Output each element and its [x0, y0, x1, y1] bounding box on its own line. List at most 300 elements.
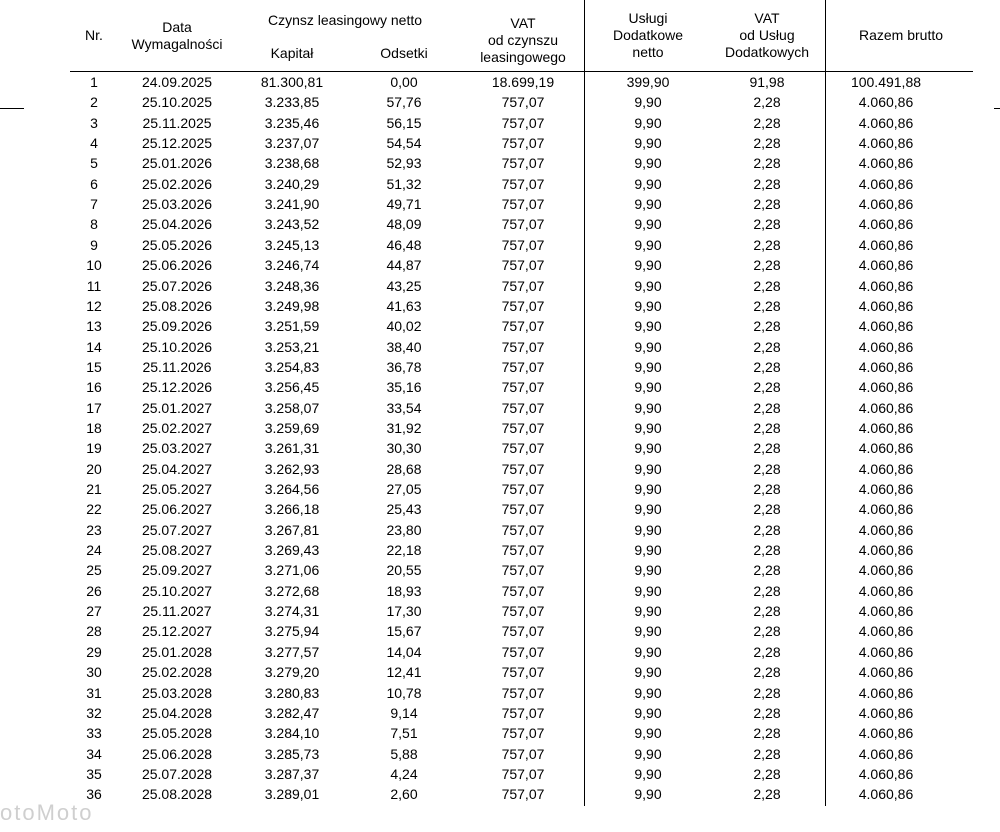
cell-vat-uslug: 2,28 [753, 542, 781, 559]
cell-odsetki: 2,60 [390, 786, 418, 803]
header-vat-line3: leasingowego [480, 49, 566, 65]
cell-uslugi: 9,90 [634, 440, 662, 457]
cell-uslugi: 9,90 [634, 745, 662, 762]
cell-nr: 14 [86, 338, 102, 355]
cell-vat: 757,07 [501, 765, 545, 782]
cell-uslugi: 9,90 [634, 704, 662, 721]
cell-vat: 757,07 [501, 257, 545, 274]
cell-odsetki: 4,24 [390, 765, 418, 782]
cell-vat-uslug: 2,28 [753, 786, 781, 803]
cell-date: 25.07.2026 [141, 277, 213, 294]
cell-vat: 757,07 [501, 399, 545, 416]
cell-nr: 22 [86, 501, 102, 518]
cell-vat-uslug: 2,28 [753, 521, 781, 538]
cell-nr: 30 [86, 664, 102, 681]
cell-nr: 15 [86, 358, 102, 375]
cell-nr: 9 [90, 236, 98, 253]
cell-vat: 757,07 [501, 175, 545, 192]
cell-razem: 4.060,86 [858, 440, 914, 457]
cell-nr: 32 [86, 704, 102, 721]
cell-nr: 36 [86, 786, 102, 803]
cell-date: 25.12.2027 [141, 623, 213, 640]
cell-kapital: 3.261,31 [264, 440, 320, 457]
cell-nr: 2 [90, 94, 98, 111]
cell-uslugi: 9,90 [634, 786, 662, 803]
cell-nr: 12 [86, 297, 102, 314]
cell-vat-uslug: 2,28 [753, 379, 781, 396]
cell-vat: 757,07 [501, 379, 545, 396]
cell-vat-uslug: 2,28 [753, 94, 781, 111]
cell-uslugi: 9,90 [634, 236, 662, 253]
cell-uslugi: 9,90 [634, 379, 662, 396]
header-data [120, 19, 234, 53]
cell-razem: 4.060,86 [858, 114, 914, 131]
cell-date: 25.10.2025 [141, 94, 213, 111]
table-row [0, 377, 1000, 397]
cell-odsetki: 10,78 [386, 684, 422, 701]
cell-uslugi: 9,90 [634, 603, 662, 620]
table-row [0, 72, 1000, 92]
cell-kapital: 3.289,01 [264, 786, 320, 803]
cell-date: 25.02.2027 [141, 419, 213, 436]
header-uslugi-line1: Usługi [628, 10, 668, 26]
cell-vat-uslug: 2,28 [753, 277, 781, 294]
cell-nr: 33 [86, 725, 102, 742]
cell-kapital: 3.282,47 [264, 704, 320, 721]
cell-nr: 4 [90, 135, 98, 152]
cell-odsetki: 25,43 [386, 501, 422, 518]
cell-vat: 757,07 [501, 94, 545, 111]
cell-nr: 20 [86, 460, 102, 477]
header-vat-line1: VAT [510, 15, 536, 31]
cell-vat-uslug: 2,28 [753, 745, 781, 762]
cell-vat-uslug: 2,28 [753, 155, 781, 172]
cell-odsetki: 31,92 [386, 419, 422, 436]
cell-date: 25.11.2026 [142, 358, 212, 375]
cell-razem: 4.060,86 [858, 745, 914, 762]
cell-nr: 3 [90, 114, 98, 131]
table-row [0, 316, 1000, 336]
cell-razem: 4.060,86 [858, 175, 914, 192]
cell-vat-uslug: 2,28 [753, 135, 781, 152]
table-row [0, 540, 1000, 560]
cell-kapital: 3.240,29 [264, 175, 320, 192]
cell-vat-uslug: 2,28 [753, 358, 781, 375]
cell-vat: 757,07 [501, 216, 545, 233]
cell-odsetki: 14,04 [386, 643, 422, 660]
cell-razem: 4.060,86 [858, 155, 914, 172]
cell-vat: 757,07 [501, 460, 545, 477]
cell-razem: 4.060,86 [858, 196, 914, 213]
cell-razem: 4.060,86 [858, 765, 914, 782]
cell-uslugi: 9,90 [634, 175, 662, 192]
cell-razem: 4.060,86 [858, 236, 914, 253]
cell-vat: 757,07 [501, 236, 545, 253]
cell-uslugi: 9,90 [634, 94, 662, 111]
cell-razem: 4.060,86 [858, 623, 914, 640]
cell-odsetki: 33,54 [386, 399, 422, 416]
cell-nr: 17 [86, 399, 102, 416]
cell-razem: 4.060,86 [858, 704, 914, 721]
cell-uslugi: 9,90 [634, 155, 662, 172]
table-row [0, 560, 1000, 580]
cell-odsetki: 12,41 [386, 664, 422, 681]
cell-razem: 4.060,86 [858, 94, 914, 111]
cell-nr: 31 [86, 684, 102, 701]
cell-date: 25.06.2027 [141, 501, 213, 518]
cell-vat: 757,07 [501, 725, 545, 742]
cell-odsetki: 40,02 [386, 318, 422, 335]
table-row [0, 723, 1000, 743]
cell-uslugi: 399,90 [626, 74, 670, 90]
cell-vat: 757,07 [501, 643, 545, 660]
cell-odsetki: 7,51 [390, 725, 418, 742]
cell-nr: 10 [86, 257, 102, 274]
cell-odsetki: 46,48 [386, 236, 422, 253]
cell-nr: 34 [86, 745, 102, 762]
cell-odsetki: 22,18 [386, 542, 422, 559]
cell-nr: 13 [86, 318, 102, 335]
cell-nr: 11 [86, 277, 102, 294]
cell-nr: 21 [86, 481, 102, 497]
cell-kapital: 3.279,20 [264, 664, 320, 681]
header-czynsz: Czynsz leasingowy netto [267, 12, 423, 28]
cell-vat-uslug: 2,28 [753, 684, 781, 701]
cell-vat-uslug: 91,98 [749, 74, 785, 90]
cell-nr: 23 [86, 521, 102, 538]
cell-vat-uslug: 2,28 [753, 419, 781, 436]
cell-vat: 757,07 [501, 318, 545, 335]
cell-vat: 18.699,19 [491, 74, 555, 90]
header-data-line2: Wymagalności [131, 36, 223, 52]
cell-odsetki: 15,67 [386, 623, 422, 640]
cell-nr: 19 [86, 440, 102, 457]
cell-kapital: 3.266,18 [264, 501, 320, 518]
cell-odsetki: 36,78 [386, 358, 422, 375]
cell-vat: 757,07 [501, 419, 545, 436]
cell-date: 24.09.2025 [141, 74, 213, 90]
cell-odsetki: 49,71 [386, 196, 422, 213]
cell-odsetki: 9,14 [390, 704, 418, 721]
cell-kapital: 3.284,10 [264, 725, 320, 742]
cell-odsetki: 41,63 [386, 297, 422, 314]
cell-kapital: 3.235,46 [264, 114, 320, 131]
cell-odsetki: 5,88 [390, 745, 418, 762]
cell-date: 25.03.2028 [141, 684, 213, 701]
cell-date: 25.07.2028 [141, 765, 213, 782]
cell-nr: 18 [86, 419, 102, 436]
cell-razem: 4.060,86 [858, 542, 914, 559]
cell-vat-uslug: 2,28 [753, 440, 781, 457]
cell-kapital: 3.251,59 [264, 318, 320, 335]
cell-odsetki: 52,93 [386, 155, 422, 172]
cell-vat-uslug: 2,28 [753, 196, 781, 213]
cell-uslugi: 9,90 [634, 318, 662, 335]
table-row [0, 235, 1000, 255]
header-odsetki: Odsetki [380, 45, 428, 61]
table-row [0, 703, 1000, 723]
cell-kapital: 3.237,07 [264, 135, 320, 152]
cell-vat-uslug: 2,28 [753, 460, 781, 477]
cell-razem: 4.060,86 [858, 419, 914, 436]
cell-vat-uslug: 2,28 [753, 236, 781, 253]
cell-kapital: 81.300,81 [260, 74, 324, 90]
cell-nr: 35 [86, 765, 102, 782]
table-row [0, 784, 1000, 804]
cell-date: 25.09.2027 [141, 562, 213, 579]
cell-date: 25.06.2026 [141, 257, 213, 274]
table-row [0, 133, 1000, 153]
table-row [0, 499, 1000, 519]
header-vatu-line2: od Usług [739, 27, 795, 43]
cell-nr: 1 [90, 74, 98, 90]
cell-uslugi: 9,90 [634, 338, 662, 355]
cell-nr: 28 [86, 623, 102, 640]
table-row [0, 174, 1000, 194]
cell-vat-uslug: 2,28 [753, 114, 781, 131]
cell-date: 25.01.2026 [141, 155, 213, 172]
cell-vat-uslug: 2,28 [753, 704, 781, 721]
cell-vat-uslug: 2,28 [753, 481, 781, 497]
cell-kapital: 3.262,93 [264, 460, 320, 477]
cell-odsetki: 35,16 [386, 379, 422, 396]
cell-vat-uslug: 2,28 [753, 643, 781, 660]
table-row [0, 764, 1000, 784]
cell-date: 25.03.2027 [141, 440, 213, 457]
cell-kapital: 3.246,74 [264, 257, 320, 274]
cell-date: 25.11.2027 [142, 603, 212, 620]
cell-kapital: 3.264,56 [264, 481, 320, 497]
cell-kapital: 3.238,68 [264, 155, 320, 172]
table-row [0, 642, 1000, 662]
cell-kapital: 3.258,07 [264, 399, 320, 416]
cell-vat-uslug: 2,28 [753, 562, 781, 579]
cell-nr: 24 [86, 542, 102, 559]
cell-nr: 26 [86, 582, 102, 599]
cell-kapital: 3.259,69 [264, 419, 320, 436]
cell-uslugi: 9,90 [634, 114, 662, 131]
cell-vat: 757,07 [501, 704, 545, 721]
table-row [0, 398, 1000, 418]
cell-vat-uslug: 2,28 [753, 725, 781, 742]
cell-vat-uslug: 2,28 [753, 216, 781, 233]
cell-uslugi: 9,90 [634, 399, 662, 416]
header-vatu-line1: VAT [754, 10, 780, 26]
cell-odsetki: 23,80 [386, 521, 422, 538]
watermark-text: otoMoto [0, 800, 94, 825]
cell-date: 25.04.2027 [141, 460, 213, 477]
cell-razem: 4.060,86 [858, 521, 914, 538]
cell-razem: 4.060,86 [858, 358, 914, 375]
cell-odsetki: 18,93 [386, 582, 422, 599]
cell-vat: 757,07 [501, 135, 545, 152]
cell-vat-uslug: 2,28 [753, 582, 781, 599]
cell-odsetki: 54,54 [386, 135, 422, 152]
cell-kapital: 3.274,31 [264, 603, 320, 620]
cell-vat: 757,07 [501, 745, 545, 762]
cell-date: 25.05.2026 [141, 236, 213, 253]
cell-uslugi: 9,90 [634, 582, 662, 599]
cell-odsetki: 44,87 [386, 257, 422, 274]
cell-nr: 16 [86, 379, 102, 396]
table-row [0, 621, 1000, 641]
header-vatu-line3: Dodatkowych [724, 44, 810, 60]
cell-kapital: 3.287,37 [264, 765, 320, 782]
cell-kapital: 3.277,57 [264, 643, 320, 660]
cell-razem: 4.060,86 [858, 481, 914, 497]
table-row [0, 92, 1000, 112]
cell-vat: 757,07 [501, 155, 545, 172]
cell-kapital: 3.249,98 [264, 297, 320, 314]
cell-date: 25.01.2028 [141, 643, 213, 660]
cell-kapital: 3.271,06 [264, 562, 320, 579]
cell-odsetki: 43,25 [386, 277, 422, 294]
cell-nr: 29 [86, 643, 102, 660]
table-row [0, 683, 1000, 703]
cell-odsetki: 17,30 [386, 603, 422, 620]
cell-kapital: 3.256,45 [264, 379, 320, 396]
cell-date: 25.01.2027 [141, 399, 213, 416]
cell-date: 25.10.2027 [141, 582, 213, 599]
cell-date: 25.12.2026 [141, 379, 213, 396]
cell-vat: 757,07 [501, 481, 545, 497]
table-row [0, 744, 1000, 764]
cell-nr: 7 [90, 196, 98, 213]
table-row [0, 276, 1000, 296]
header-kapital: Kapitał [270, 45, 314, 61]
cell-vat-uslug: 2,28 [753, 501, 781, 518]
cell-vat: 757,07 [501, 196, 545, 213]
table-row [0, 479, 1000, 499]
table-row [0, 520, 1000, 540]
cell-date: 25.04.2026 [141, 216, 213, 233]
cell-uslugi: 9,90 [634, 542, 662, 559]
cell-razem: 4.060,86 [858, 297, 914, 314]
cell-kapital: 3.243,52 [264, 216, 320, 233]
table-row [0, 337, 1000, 357]
table-row [0, 255, 1000, 275]
cell-razem: 4.060,86 [858, 399, 914, 416]
cell-razem: 100.491,88 [850, 74, 922, 90]
cell-razem: 4.060,86 [858, 664, 914, 681]
cell-date: 25.08.2027 [141, 542, 213, 559]
cell-vat: 757,07 [501, 786, 545, 803]
cell-vat: 757,07 [501, 297, 545, 314]
cell-uslugi: 9,90 [634, 725, 662, 742]
cell-vat-uslug: 2,28 [753, 297, 781, 314]
cell-kapital: 3.241,90 [264, 196, 320, 213]
cell-odsetki: 30,30 [386, 440, 422, 457]
cell-date: 25.02.2028 [141, 664, 213, 681]
cell-uslugi: 9,90 [634, 216, 662, 233]
cell-date: 25.12.2025 [141, 135, 213, 152]
cell-vat-uslug: 2,28 [753, 765, 781, 782]
table-row [0, 601, 1000, 621]
cell-date: 25.11.2025 [142, 114, 212, 131]
header-uslugi-line3: netto [632, 44, 664, 60]
cell-vat: 757,07 [501, 542, 545, 559]
cell-nr: 5 [90, 155, 98, 172]
cell-date: 25.10.2026 [141, 338, 213, 355]
cell-vat: 757,07 [501, 562, 545, 579]
header-uslugi [600, 10, 696, 61]
cell-razem: 4.060,86 [858, 135, 914, 152]
cell-uslugi: 9,90 [634, 684, 662, 701]
cell-kapital: 3.253,21 [264, 338, 320, 355]
cell-uslugi: 9,90 [634, 481, 662, 497]
cell-razem: 4.060,86 [858, 725, 914, 742]
cell-date: 25.02.2026 [141, 175, 213, 192]
header-vat-uslug [717, 10, 817, 61]
cell-date: 25.07.2027 [141, 521, 213, 538]
cell-uslugi: 9,90 [634, 257, 662, 274]
cell-vat: 757,07 [501, 277, 545, 294]
cell-vat: 757,07 [501, 440, 545, 457]
cell-date: 25.03.2026 [141, 196, 213, 213]
cell-vat: 757,07 [501, 664, 545, 681]
cell-vat: 757,07 [501, 582, 545, 599]
cell-uslugi: 9,90 [634, 765, 662, 782]
cell-vat-uslug: 2,28 [753, 399, 781, 416]
cell-vat: 757,07 [501, 684, 545, 701]
cell-odsetki: 20,55 [386, 562, 422, 579]
cell-odsetki: 57,76 [386, 94, 422, 111]
cell-odsetki: 28,68 [386, 460, 422, 477]
cell-uslugi: 9,90 [634, 562, 662, 579]
cell-uslugi: 9,90 [634, 135, 662, 152]
table-row [0, 418, 1000, 438]
cell-razem: 4.060,86 [858, 643, 914, 660]
cell-uslugi: 9,90 [634, 297, 662, 314]
table-row [0, 581, 1000, 601]
cell-uslugi: 9,90 [634, 501, 662, 518]
header-razem: Razem brutto [858, 27, 944, 43]
cell-odsetki: 56,15 [386, 114, 422, 131]
cell-date: 25.09.2026 [141, 318, 213, 335]
cell-razem: 4.060,86 [858, 318, 914, 335]
table-row [0, 194, 1000, 214]
cell-uslugi: 9,90 [634, 623, 662, 640]
cell-kapital: 3.245,13 [264, 236, 320, 253]
cell-nr: 6 [90, 175, 98, 192]
cell-razem: 4.060,86 [858, 562, 914, 579]
cell-razem: 4.060,86 [858, 379, 914, 396]
header-vat-line2: od czynszu [487, 32, 559, 48]
cell-vat: 757,07 [501, 521, 545, 538]
cell-uslugi: 9,90 [634, 664, 662, 681]
cell-razem: 4.060,86 [858, 582, 914, 599]
header-nr: Nr. [85, 27, 103, 43]
cell-date: 25.06.2028 [141, 745, 213, 762]
cell-vat: 757,07 [501, 603, 545, 620]
cell-vat: 757,07 [501, 338, 545, 355]
cell-razem: 4.060,86 [858, 257, 914, 274]
cell-vat-uslug: 2,28 [753, 338, 781, 355]
cell-nr: 27 [86, 603, 102, 620]
cell-kapital: 3.272,68 [264, 582, 320, 599]
header-uslugi-line2: Dodatkowe [612, 27, 684, 43]
cell-nr: 25 [86, 562, 102, 579]
cell-date: 25.05.2028 [141, 725, 213, 742]
table-row [0, 113, 1000, 133]
cell-uslugi: 9,90 [634, 358, 662, 375]
cell-razem: 4.060,86 [858, 603, 914, 620]
cell-razem: 4.060,86 [858, 338, 914, 355]
cell-vat-uslug: 2,28 [753, 623, 781, 640]
cell-vat-uslug: 2,28 [753, 257, 781, 274]
table-row [0, 459, 1000, 479]
cell-vat-uslug: 2,28 [753, 603, 781, 620]
